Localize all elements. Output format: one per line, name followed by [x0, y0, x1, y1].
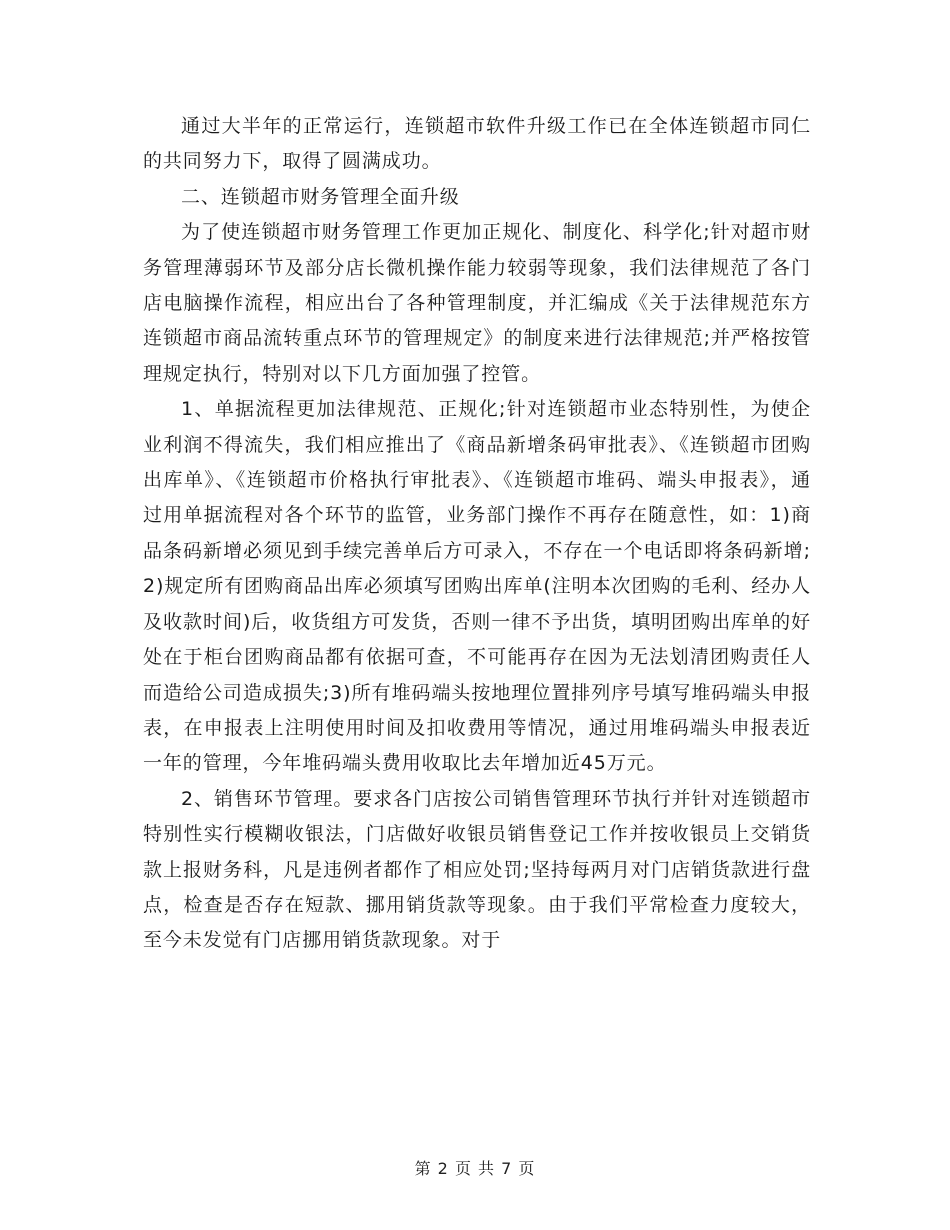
paragraph-finance-intro: 为了使连锁超市财务管理工作更加正规化、制度化、科学化;针对超市财务管理薄弱环节及部分店长微机操作能力较弱等现象，我们法律规范了各门店电脑操作流程，相应出台了各种管理制度，并汇编成《关于法律规范东方连锁超市商品流转重点环节的管理规定》的制度来进行法律规范;并严格按管理规定执行，特别对以下几方面加强了控管。	[143, 221, 811, 385]
body-text	[143, 109, 811, 959]
page-number-footer: 第 2 页 共 7 页	[414, 1159, 536, 1178]
section-heading-finance-upgrade: 二、连锁超市财务管理全面升级	[181, 185, 460, 208]
paragraph-software-upgrade: 通过大半年的正常运行，连锁超市软件升级工作已在全体连锁超市同仁的共同努力下，取得了圆满成功。	[143, 115, 811, 173]
paragraph-sales-management: 2、销售环节管理。要求各门店按公司销售管理环节执行并针对连锁超市特别性实行模糊收银法，门店做好收银员销售登记工作并按收银员上交销货款上报财务科，凡是违例者都作了相应处罚;坚持每两月对门店销货款进行盘点，检查是否存在短款、挪用销货款等现象。由于我们平常检查力度较大，至今未发觉有门店挪用销货款现象。对于	[143, 787, 811, 952]
paragraph-document-flow: 1、单据流程更加法律规范、正规化;针对连锁超市业态特别性，为使企业利润不得流失，我们相应推出了《商品新增条码审批表》、《连锁超市团购出库单》、《连锁超市价格执行审批表》、《连锁超市堆码、端头申报表》，通过用单据流程对各个环节的监管，业务部门操作不再存在随意性，如：1)商品条码新增必须见到手续完善单后方可录入，不存在一个电话即将条码新增;2)规定所有团购商品出库必须填写团购出库单(注明本次团购的毛利、经办人及收款时间)后，收货组方可发货，否则一律不予出货，填明团购出库单的好处在于柜台团购商品都有依据可查，不可能再存在因为无法划清团购责任人而造给公司造成损失;3)所有堆码端头按地理位置排列序号填写堆码端头申报表，在申报表上注明使用时间及扣收费用等情况，通过用堆码端头申报表近一年的管理，今年堆码端头费用收取比去年增加近45万元。	[143, 398, 811, 775]
